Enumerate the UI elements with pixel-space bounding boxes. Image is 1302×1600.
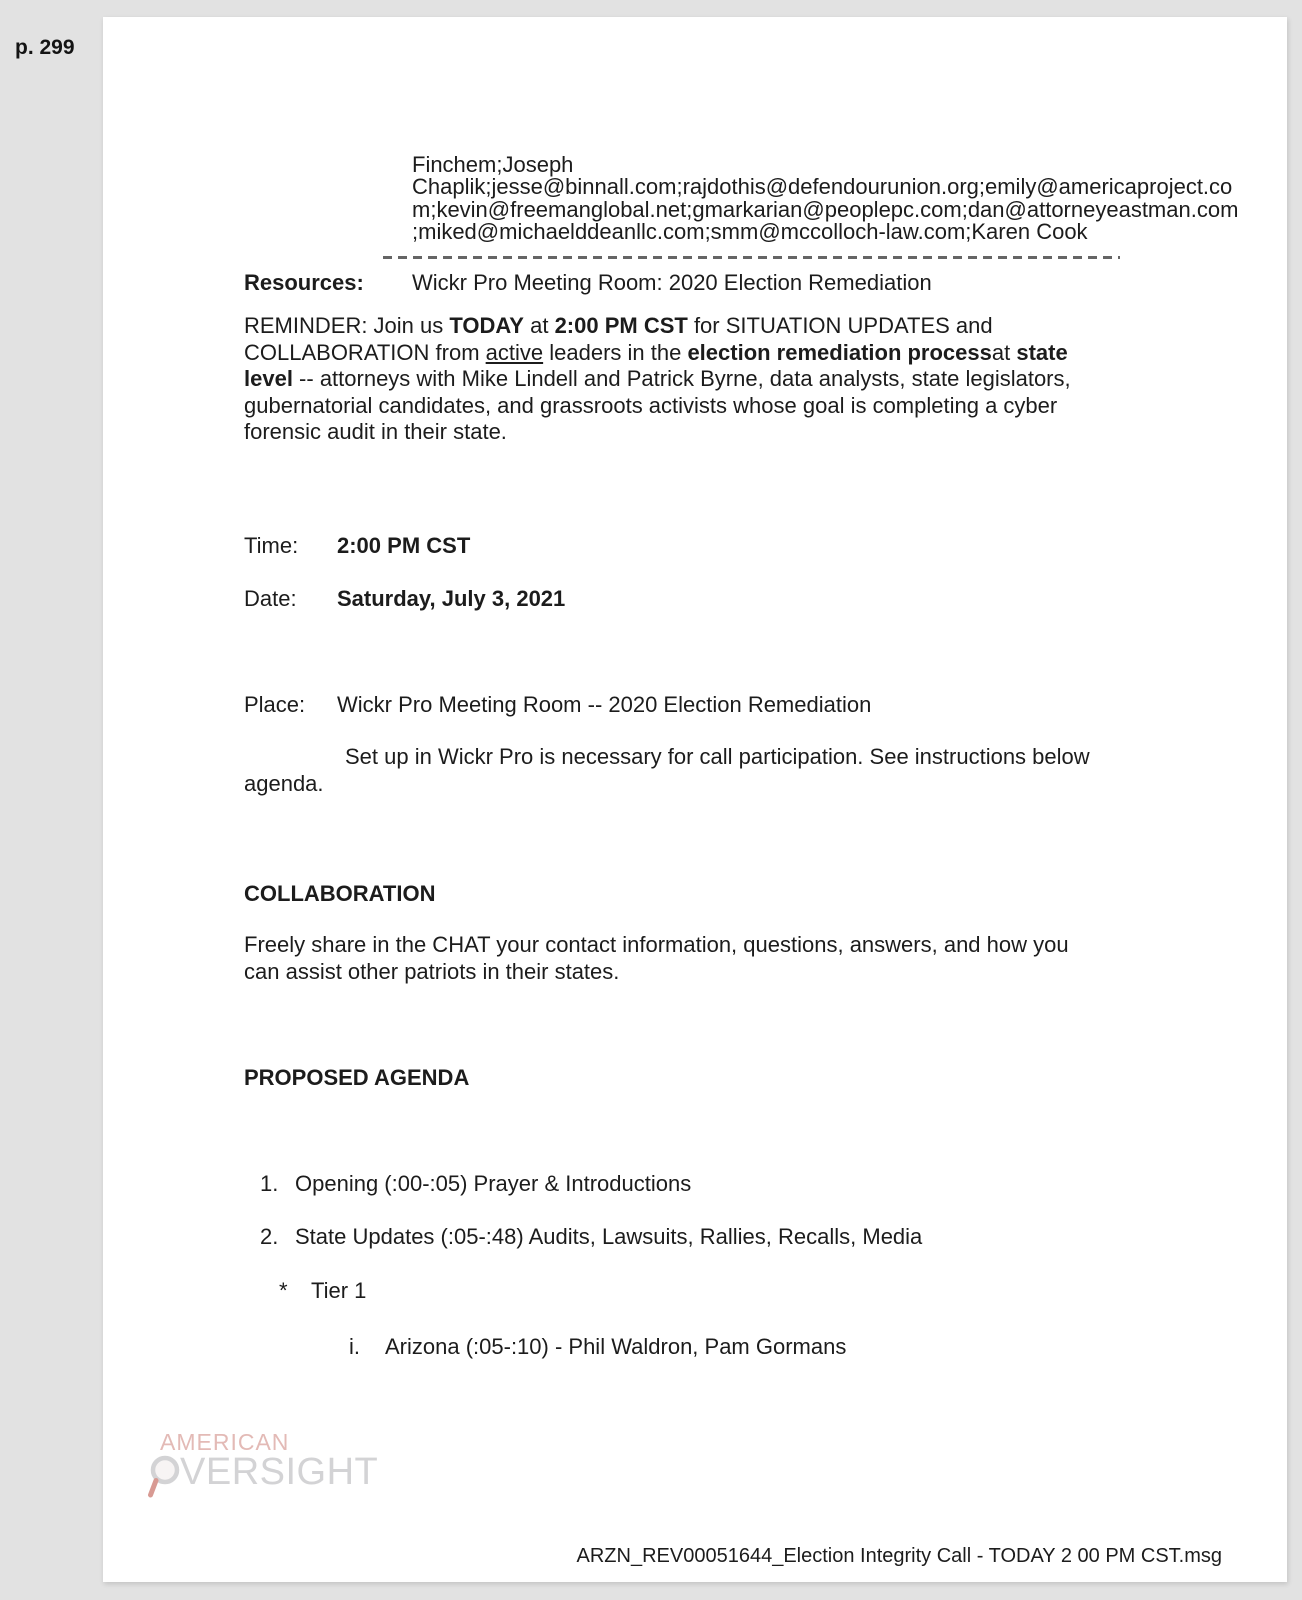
- redaction-artifact-line: [383, 256, 1120, 259]
- agenda-item-text: Tier 1: [311, 1278, 367, 1303]
- resources-row: [244, 270, 932, 297]
- recipients-line: m;kevin@freemanglobal.net;gmarkarian@peoplepc.com;dan@attorneyeastman.com: [412, 196, 1239, 222]
- setup-note-line: agenda.: [244, 770, 324, 796]
- time-label: Time:: [244, 533, 299, 558]
- place-label: Place:: [244, 692, 306, 717]
- resources-value: Wickr Pro Meeting Room: 2020 Election Remediation: [412, 270, 932, 295]
- email-recipients-block: [412, 154, 1238, 244]
- collaboration-line: can assist other patriots in their states.: [244, 958, 620, 984]
- agenda-item-marker: 2.: [260, 1224, 279, 1249]
- american-oversight-watermark: [150, 1431, 378, 1491]
- agenda-item-text: Arizona (:05-:10) - Phil Waldron, Pam Gormans: [385, 1334, 847, 1359]
- watermark-oversight-letters: VERSIGHT: [180, 1451, 379, 1493]
- recipients-line: Finchem;Joseph: [412, 152, 574, 177]
- date-label: Date:: [244, 586, 297, 611]
- agenda-item-marker: 1.: [260, 1171, 279, 1196]
- agenda-item-marker: *: [279, 1278, 288, 1303]
- agenda-item-marker: i.: [349, 1334, 360, 1359]
- reminder-paragraph: REMINDER: Join us TODAY at 2:00 PM CST for SITUATION UPDATES and COLLABORATION from active leaders in the election remediation processat state level -- attorneys with Mike Lindell and Patrick Byrne, data analysts, state legislators, gubernatorial candidates, and grassroots activists whose goal is completing a cyber forensic audit in their state.: [244, 313, 1071, 444]
- setup-note-line: Set up in Wickr Pro is necessary for call participation. See instructions below: [345, 744, 1090, 769]
- watermark-oversight-text: [150, 1453, 378, 1491]
- agenda-item-text: Opening (:00-:05) Prayer & Introductions: [295, 1171, 692, 1196]
- resources-label: Resources:: [244, 270, 364, 295]
- watermark-american-text: AMERICAN: [160, 1429, 290, 1455]
- recipients-line: ;miked@michaelddeanllc.com;smm@mccolloch-law.com;Karen Cook: [412, 219, 1088, 245]
- magnifier-icon: [148, 1455, 182, 1503]
- recipients-line: Chaplik;jesse@binnall.com;rajdothis@defendourunion.org;emily@americaproject.co: [412, 174, 1233, 200]
- page-number-label: p. 299: [15, 36, 75, 59]
- document-filename: ARZN_REV00051644_Election Integrity Call - TODAY 2 00 PM CST.msg: [576, 1545, 1222, 1567]
- proposed-agenda-heading: PROPOSED AGENDA: [244, 1065, 470, 1090]
- time-value: 2:00 PM CST: [337, 533, 471, 558]
- agenda-item-text: State Updates (:05-:48) Audits, Lawsuits, Rallies, Recalls, Media: [295, 1224, 923, 1249]
- collaboration-paragraph: [244, 932, 1069, 985]
- date-value: Saturday, July 3, 2021: [337, 586, 566, 611]
- collaboration-line: Freely share in the CHAT your contact information, questions, answers, and how you: [244, 932, 1069, 957]
- document-page: [103, 17, 1287, 1582]
- place-value: Wickr Pro Meeting Room -- 2020 Election Remediation: [337, 692, 872, 717]
- setup-note: [244, 744, 1090, 797]
- collaboration-heading: COLLABORATION: [244, 881, 436, 906]
